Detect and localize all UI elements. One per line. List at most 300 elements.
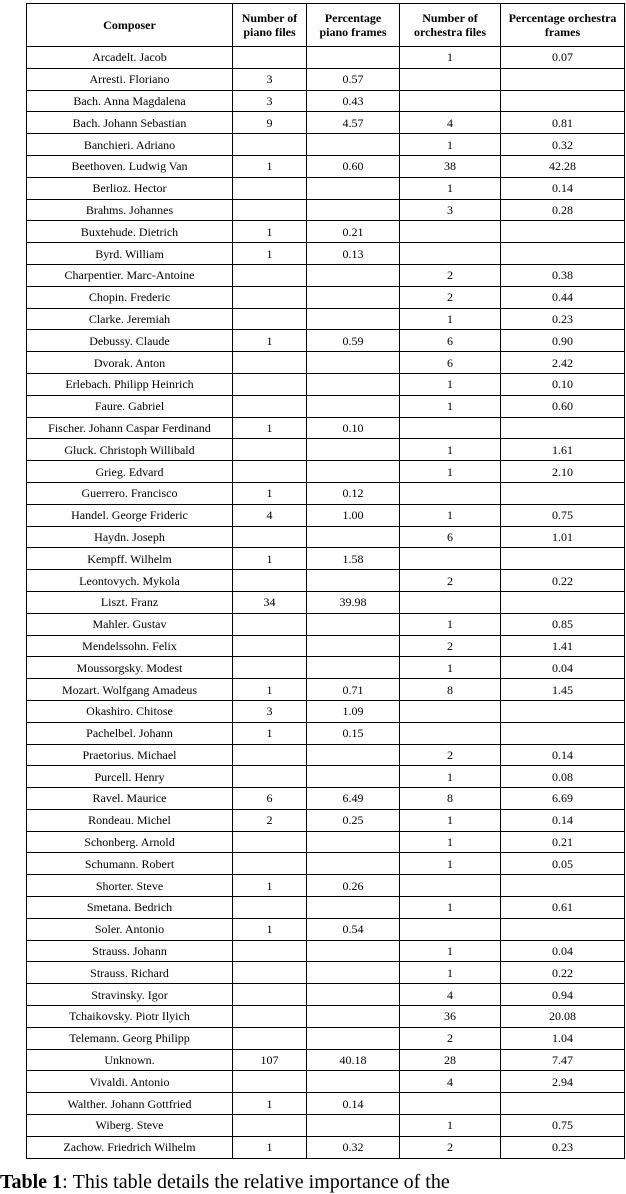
table-row — [27, 134, 625, 156]
table-row — [27, 570, 625, 592]
value-cell: 2.94 — [501, 1071, 625, 1093]
table-row — [27, 439, 625, 461]
composer-cell: Rondeau. Michel — [27, 809, 233, 831]
value-cell: 40.18 — [307, 1049, 400, 1071]
value-cell: 2 — [400, 570, 501, 592]
value-cell: 2 — [400, 286, 501, 308]
value-cell — [233, 744, 307, 766]
value-cell: 1 — [400, 177, 501, 199]
caption-text: This table details the relative importance of the — [72, 1171, 450, 1193]
value-cell — [233, 613, 307, 635]
value-cell — [233, 1071, 307, 1093]
value-cell: 0.43 — [307, 90, 400, 112]
value-cell: 6.69 — [501, 788, 625, 810]
value-cell: 0.44 — [501, 286, 625, 308]
value-cell — [307, 897, 400, 919]
value-cell — [307, 199, 400, 221]
composer-cell: Chopin. Frederic — [27, 286, 233, 308]
composer-cell: Grieg. Edvard — [27, 461, 233, 483]
value-cell: 2 — [400, 1136, 501, 1158]
value-cell — [233, 766, 307, 788]
composer-table-container — [26, 3, 624, 1159]
composer-cell: Beethoven. Ludwig Van — [27, 155, 233, 177]
value-cell: 34 — [233, 591, 307, 613]
value-cell — [501, 68, 625, 90]
value-cell — [307, 395, 400, 417]
table-row — [27, 657, 625, 679]
value-cell: 1.00 — [307, 504, 400, 526]
composer-cell: Moussorgsky. Modest — [27, 657, 233, 679]
table-row — [27, 744, 625, 766]
composer-cell: Schonberg. Arnold — [27, 831, 233, 853]
value-cell: 0.10 — [307, 417, 400, 439]
composer-cell: Guerrero. Francisco — [27, 482, 233, 504]
value-cell — [501, 875, 625, 897]
value-cell: 1 — [400, 853, 501, 875]
value-cell: 2 — [400, 264, 501, 286]
table-row — [27, 373, 625, 395]
value-cell: 0.14 — [307, 1093, 400, 1115]
value-cell: 6 — [400, 330, 501, 352]
value-cell: 0.23 — [501, 308, 625, 330]
value-cell — [233, 1027, 307, 1049]
value-cell — [307, 657, 400, 679]
value-cell: 0.14 — [501, 177, 625, 199]
table-row — [27, 831, 625, 853]
value-cell — [307, 373, 400, 395]
value-cell: 4 — [400, 1071, 501, 1093]
column-header: Percentage orchestra frames — [501, 4, 625, 47]
value-cell — [307, 461, 400, 483]
table-row — [27, 112, 625, 134]
value-cell: 2.10 — [501, 461, 625, 483]
table-row — [27, 984, 625, 1006]
composer-cell: Mendelssohn. Felix — [27, 635, 233, 657]
value-cell — [233, 352, 307, 374]
composer-cell: Buxtehude. Dietrich — [27, 221, 233, 243]
value-cell: 3 — [400, 199, 501, 221]
table-row — [27, 809, 625, 831]
table-row — [27, 395, 625, 417]
value-cell: 0.10 — [501, 373, 625, 395]
table-row — [27, 461, 625, 483]
table-row — [27, 482, 625, 504]
value-cell — [233, 199, 307, 221]
table-header — [27, 4, 625, 47]
value-cell — [307, 1071, 400, 1093]
composer-cell: Strauss. Johann — [27, 940, 233, 962]
table-row — [27, 766, 625, 788]
composer-cell: Shorter. Steve — [27, 875, 233, 897]
value-cell — [501, 591, 625, 613]
composer-cell: Banchieri. Adriano — [27, 134, 233, 156]
table-row — [27, 1071, 625, 1093]
value-cell: 9 — [233, 112, 307, 134]
value-cell — [400, 243, 501, 265]
value-cell — [307, 984, 400, 1006]
composer-table — [26, 3, 625, 1159]
table-row — [27, 243, 625, 265]
table-row — [27, 1115, 625, 1137]
value-cell — [400, 221, 501, 243]
value-cell: 0.04 — [501, 657, 625, 679]
composer-cell: Vivaldi. Antonio — [27, 1071, 233, 1093]
value-cell — [233, 831, 307, 853]
table-row — [27, 613, 625, 635]
table-row — [27, 308, 625, 330]
table-row — [27, 330, 625, 352]
composer-cell: Smetana. Bedrich — [27, 897, 233, 919]
value-cell — [400, 1093, 501, 1115]
value-cell: 3 — [233, 68, 307, 90]
value-cell: 0.59 — [307, 330, 400, 352]
value-cell: 6 — [400, 526, 501, 548]
value-cell — [233, 984, 307, 1006]
table-row — [27, 264, 625, 286]
value-cell: 1 — [400, 1115, 501, 1137]
table-row — [27, 1006, 625, 1028]
value-cell — [501, 700, 625, 722]
value-cell: 1 — [400, 134, 501, 156]
table-row — [27, 1049, 625, 1071]
value-cell: 1 — [400, 308, 501, 330]
table-row — [27, 635, 625, 657]
composer-cell: Okashiro. Chitose — [27, 700, 233, 722]
value-cell — [501, 90, 625, 112]
value-cell — [307, 264, 400, 286]
column-header: Percentage piano frames — [307, 4, 400, 47]
value-cell: 0.94 — [501, 984, 625, 1006]
value-cell: 3 — [233, 90, 307, 112]
composer-cell: Purcell. Henry — [27, 766, 233, 788]
value-cell — [400, 700, 501, 722]
table-row — [27, 504, 625, 526]
value-cell — [307, 286, 400, 308]
value-cell: 107 — [233, 1049, 307, 1071]
value-cell: 2 — [400, 744, 501, 766]
table-row — [27, 940, 625, 962]
value-cell — [307, 439, 400, 461]
value-cell — [233, 134, 307, 156]
value-cell: 1 — [233, 417, 307, 439]
composer-cell: Handel. George Frideric — [27, 504, 233, 526]
composer-cell: Kempff. Wilhelm — [27, 548, 233, 570]
composer-cell: Liszt. Franz — [27, 591, 233, 613]
composer-cell: Walther. Johann Gottfried — [27, 1093, 233, 1115]
table-caption — [0, 1170, 626, 1194]
value-cell: 0.90 — [501, 330, 625, 352]
value-cell: 1 — [233, 155, 307, 177]
table-row — [27, 352, 625, 374]
composer-cell: Charpentier. Marc-Antoine — [27, 264, 233, 286]
value-cell: 1 — [233, 1093, 307, 1115]
value-cell — [501, 417, 625, 439]
value-cell — [400, 722, 501, 744]
value-cell: 3 — [233, 700, 307, 722]
value-cell: 0.07 — [501, 47, 625, 69]
value-cell: 6 — [400, 352, 501, 374]
composer-cell: Leontovych. Mykola — [27, 570, 233, 592]
value-cell: 1.09 — [307, 700, 400, 722]
value-cell: 0.54 — [307, 918, 400, 940]
table-row — [27, 853, 625, 875]
composer-cell: Schumann. Robert — [27, 853, 233, 875]
value-cell: 1.01 — [501, 526, 625, 548]
composer-cell: Telemann. Georg Philipp — [27, 1027, 233, 1049]
composer-cell: Bach. Johann Sebastian — [27, 112, 233, 134]
composer-cell: Bach. Anna Magdalena — [27, 90, 233, 112]
table-row — [27, 155, 625, 177]
value-cell — [400, 918, 501, 940]
value-cell: 1.04 — [501, 1027, 625, 1049]
value-cell — [501, 548, 625, 570]
value-cell: 0.22 — [501, 570, 625, 592]
value-cell — [233, 395, 307, 417]
value-cell: 0.60 — [307, 155, 400, 177]
value-cell — [307, 1006, 400, 1028]
value-cell — [307, 613, 400, 635]
table-row — [27, 221, 625, 243]
table-row — [27, 286, 625, 308]
table-row — [27, 591, 625, 613]
value-cell — [233, 1115, 307, 1137]
value-cell: 1 — [233, 330, 307, 352]
table-row — [27, 875, 625, 897]
composer-cell: Debussy. Claude — [27, 330, 233, 352]
composer-cell: Haydn. Joseph — [27, 526, 233, 548]
value-cell: 0.75 — [501, 1115, 625, 1137]
value-cell: 1 — [233, 482, 307, 504]
table-row — [27, 177, 625, 199]
value-cell: 0.57 — [307, 68, 400, 90]
table-row — [27, 897, 625, 919]
composer-cell: Berlioz. Hector — [27, 177, 233, 199]
value-cell — [501, 243, 625, 265]
composer-cell: Dvorak. Anton — [27, 352, 233, 374]
value-cell: 1 — [233, 875, 307, 897]
value-cell: 1 — [400, 897, 501, 919]
value-cell: 2.42 — [501, 352, 625, 374]
value-cell: 1 — [233, 548, 307, 570]
composer-cell: Stravinsky. Igor — [27, 984, 233, 1006]
table-row — [27, 1136, 625, 1158]
value-cell — [233, 373, 307, 395]
value-cell: 4.57 — [307, 112, 400, 134]
value-cell: 4 — [233, 504, 307, 526]
value-cell: 0.61 — [501, 897, 625, 919]
value-cell: 1 — [233, 679, 307, 701]
table-row — [27, 526, 625, 548]
table-row — [27, 679, 625, 701]
value-cell: 8 — [400, 788, 501, 810]
value-cell: 4 — [400, 112, 501, 134]
table-row — [27, 918, 625, 940]
value-cell: 0.21 — [501, 831, 625, 853]
composer-cell: Strauss. Richard — [27, 962, 233, 984]
table-row — [27, 1093, 625, 1115]
value-cell — [400, 548, 501, 570]
value-cell: 0.21 — [307, 221, 400, 243]
value-cell — [400, 68, 501, 90]
column-header: Number of piano files — [233, 4, 307, 47]
column-header: Number of orchestra files — [400, 4, 501, 47]
value-cell — [233, 940, 307, 962]
value-cell — [307, 853, 400, 875]
composer-cell: Ravel. Maurice — [27, 788, 233, 810]
value-cell — [307, 940, 400, 962]
value-cell — [307, 134, 400, 156]
value-cell: 0.14 — [501, 744, 625, 766]
value-cell — [233, 570, 307, 592]
value-cell: 1 — [400, 504, 501, 526]
value-cell — [307, 47, 400, 69]
composer-cell: Arcadelt. Jacob — [27, 47, 233, 69]
value-cell: 1 — [400, 831, 501, 853]
value-cell — [233, 526, 307, 548]
composer-cell: Tchaikovsky. Piotr Ilyich — [27, 1006, 233, 1028]
value-cell: 0.23 — [501, 1136, 625, 1158]
value-cell: 0.14 — [501, 809, 625, 831]
value-cell: 0.05 — [501, 853, 625, 875]
value-cell: 0.32 — [307, 1136, 400, 1158]
value-cell — [400, 482, 501, 504]
value-cell: 1 — [400, 461, 501, 483]
value-cell: 0.25 — [307, 809, 400, 831]
caption-colon: : — [62, 1171, 73, 1193]
value-cell: 39.98 — [307, 591, 400, 613]
value-cell: 7.47 — [501, 1049, 625, 1071]
value-cell: 0.22 — [501, 962, 625, 984]
value-cell — [307, 308, 400, 330]
value-cell: 28 — [400, 1049, 501, 1071]
value-cell — [307, 962, 400, 984]
value-cell — [233, 264, 307, 286]
composer-cell: Mozart. Wolfgang Amadeus — [27, 679, 233, 701]
value-cell: 1 — [233, 918, 307, 940]
value-cell: 1.61 — [501, 439, 625, 461]
table-body — [27, 47, 625, 1159]
table-row — [27, 417, 625, 439]
composer-cell: Faure. Gabriel — [27, 395, 233, 417]
composer-cell: Erlebach. Philipp Heinrich — [27, 373, 233, 395]
value-cell: 4 — [400, 984, 501, 1006]
value-cell: 0.26 — [307, 875, 400, 897]
value-cell — [307, 744, 400, 766]
value-cell — [400, 90, 501, 112]
value-cell — [501, 221, 625, 243]
table-row — [27, 548, 625, 570]
value-cell — [307, 831, 400, 853]
table-row — [27, 68, 625, 90]
value-cell: 1 — [400, 940, 501, 962]
table-row — [27, 1027, 625, 1049]
value-cell: 8 — [400, 679, 501, 701]
value-cell: 2 — [233, 809, 307, 831]
value-cell: 20.08 — [501, 1006, 625, 1028]
value-cell: 1 — [400, 962, 501, 984]
table-row — [27, 788, 625, 810]
value-cell: 1 — [233, 243, 307, 265]
composer-cell: Arresti. Floriano — [27, 68, 233, 90]
value-cell — [307, 635, 400, 657]
value-cell: 0.28 — [501, 199, 625, 221]
value-cell: 1 — [233, 221, 307, 243]
composer-cell: Soler. Antonio — [27, 918, 233, 940]
value-cell — [400, 591, 501, 613]
value-cell — [233, 1006, 307, 1028]
value-cell — [233, 439, 307, 461]
table-row — [27, 90, 625, 112]
table-row — [27, 199, 625, 221]
value-cell — [501, 1093, 625, 1115]
value-cell — [233, 47, 307, 69]
value-cell: 0.71 — [307, 679, 400, 701]
value-cell: 1 — [400, 373, 501, 395]
value-cell — [233, 853, 307, 875]
value-cell: 0.15 — [307, 722, 400, 744]
value-cell: 0.85 — [501, 613, 625, 635]
value-cell: 1 — [400, 395, 501, 417]
composer-cell: Zachow. Friedrich Wilhelm — [27, 1136, 233, 1158]
value-cell — [233, 461, 307, 483]
value-cell: 6.49 — [307, 788, 400, 810]
composer-cell: Unknown. — [27, 1049, 233, 1071]
value-cell: 0.32 — [501, 134, 625, 156]
table-row — [27, 700, 625, 722]
header-row — [27, 4, 625, 47]
value-cell: 6 — [233, 788, 307, 810]
value-cell — [233, 657, 307, 679]
value-cell: 1 — [400, 657, 501, 679]
value-cell: 0.04 — [501, 940, 625, 962]
value-cell — [307, 1027, 400, 1049]
value-cell: 0.08 — [501, 766, 625, 788]
value-cell — [501, 722, 625, 744]
table-row — [27, 722, 625, 744]
composer-cell: Praetorius. Michael — [27, 744, 233, 766]
value-cell — [400, 875, 501, 897]
value-cell — [501, 918, 625, 940]
value-cell — [233, 962, 307, 984]
value-cell: 42.28 — [501, 155, 625, 177]
value-cell: 0.13 — [307, 243, 400, 265]
composer-cell: Gluck. Christoph Willibald — [27, 439, 233, 461]
value-cell: 1 — [400, 47, 501, 69]
value-cell — [307, 177, 400, 199]
value-cell — [307, 1115, 400, 1137]
value-cell — [307, 526, 400, 548]
value-cell — [307, 352, 400, 374]
value-cell: 1 — [400, 613, 501, 635]
value-cell — [307, 766, 400, 788]
value-cell: 0.81 — [501, 112, 625, 134]
value-cell — [233, 897, 307, 919]
value-cell: 1 — [400, 439, 501, 461]
composer-cell: Fischer. Johann Caspar Ferdinand — [27, 417, 233, 439]
composer-cell: Clarke. Jeremiah — [27, 308, 233, 330]
composer-cell: Brahms. Johannes — [27, 199, 233, 221]
composer-cell: Wiberg. Steve — [27, 1115, 233, 1137]
value-cell — [501, 482, 625, 504]
table-row — [27, 47, 625, 69]
table-row — [27, 962, 625, 984]
value-cell — [233, 286, 307, 308]
value-cell: 1 — [400, 809, 501, 831]
value-cell: 1.41 — [501, 635, 625, 657]
value-cell: 0.12 — [307, 482, 400, 504]
composer-cell: Pachelbel. Johann — [27, 722, 233, 744]
caption-label: Table 1 — [0, 1171, 63, 1193]
